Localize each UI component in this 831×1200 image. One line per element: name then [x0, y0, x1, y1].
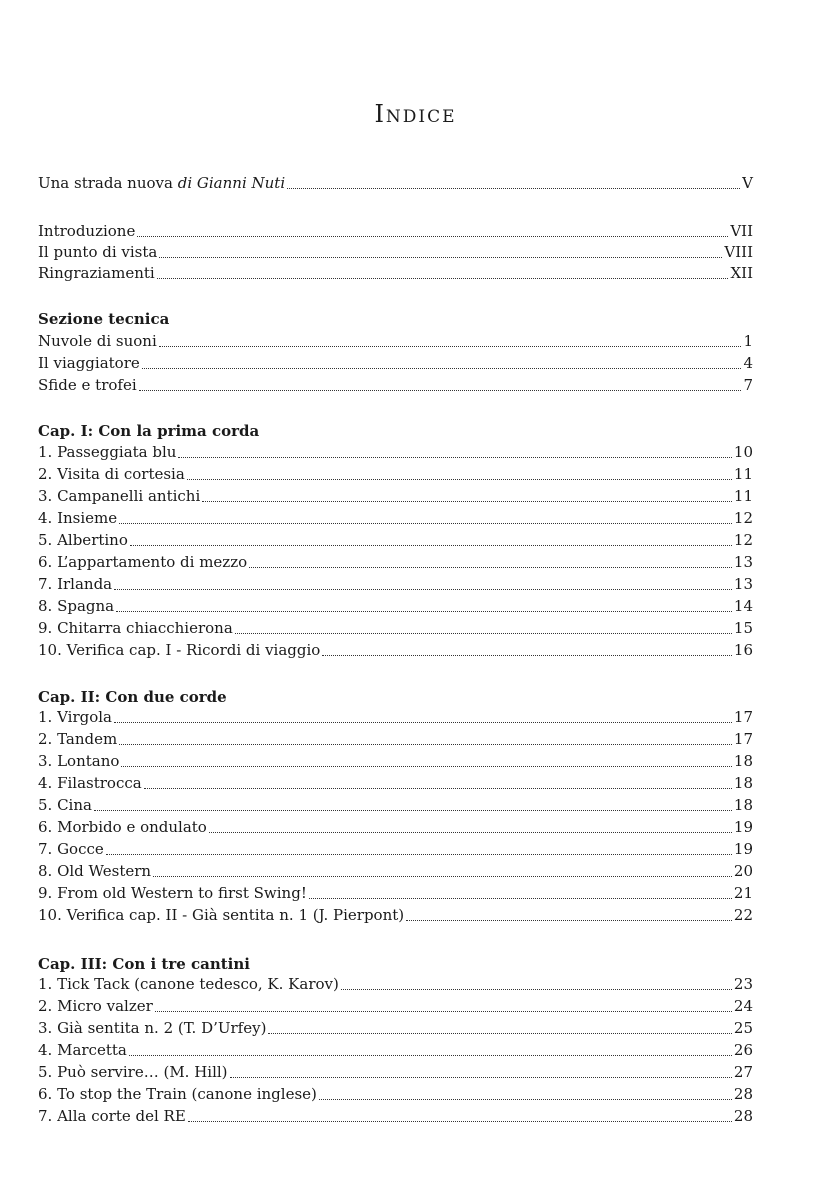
toc-entry-label: 8. Old Western — [38, 862, 152, 880]
toc-entry[interactable] — [38, 352, 753, 372]
toc-entry-label: Una strada nuova di Gianni Nuti — [38, 174, 286, 192]
leader-dots — [230, 1076, 732, 1078]
leader-dots — [142, 367, 742, 369]
leader-dots — [319, 1098, 732, 1100]
section-title: Cap. I: Con la prima corda — [38, 422, 260, 440]
toc-entry[interactable] — [38, 262, 753, 282]
toc-entry-label: 3. Campanelli antichi — [38, 487, 201, 505]
leader-dots — [129, 1054, 732, 1056]
leader-dots — [341, 988, 732, 990]
toc-entry[interactable] — [38, 1039, 753, 1059]
toc-entry[interactable] — [38, 706, 753, 726]
toc-entry-label: Sfide e trofei — [38, 376, 137, 394]
toc-entry[interactable] — [38, 995, 753, 1015]
toc-entry-page: 19 — [733, 840, 753, 858]
toc-entry-page: 11 — [733, 487, 753, 505]
leader-dots — [130, 544, 732, 546]
toc-entry-label: 10. Verifica cap. I - Ricordi di viaggio — [38, 641, 321, 659]
toc-entry[interactable] — [38, 728, 753, 748]
leader-dots — [157, 277, 729, 279]
leader-dots — [287, 187, 740, 189]
leader-dots — [209, 831, 732, 833]
toc-entry-page: 15 — [733, 619, 753, 637]
toc-entry-label: 1. Virgola — [38, 708, 112, 726]
toc-entry[interactable] — [38, 241, 753, 261]
leader-dots — [322, 654, 732, 656]
leader-dots — [178, 456, 731, 458]
toc-entry[interactable] — [38, 1083, 753, 1103]
leader-dots — [268, 1032, 731, 1034]
leader-dots — [121, 765, 732, 767]
toc-entry[interactable] — [38, 1061, 753, 1081]
toc-entry[interactable] — [38, 330, 753, 350]
toc-entry[interactable] — [38, 507, 753, 527]
leader-dots — [155, 1010, 732, 1012]
toc-entry-page: 18 — [733, 796, 753, 814]
leader-dots — [114, 721, 732, 723]
toc-entry[interactable] — [38, 441, 753, 461]
toc-entry-label: 10. Verifica cap. II - Già sentita n. 1 (J. Pierpont) — [38, 906, 405, 924]
toc-entry-page: VII — [730, 222, 753, 240]
toc-entry-label: 2. Micro valzer — [38, 997, 153, 1015]
toc-entry-preface[interactable] — [38, 172, 753, 192]
toc-entry-label: 3. Già sentita n. 2 (T. D’Urfey) — [38, 1019, 267, 1037]
toc-entry-page: 10 — [733, 443, 753, 461]
toc-entry-page: 22 — [733, 906, 753, 924]
toc-entry-page: 13 — [733, 575, 753, 593]
toc-entry-page: 20 — [733, 862, 753, 880]
toc-entry-page: 28 — [733, 1107, 753, 1125]
toc-entry-label: 6. To stop the Train (canone inglese) — [38, 1085, 317, 1103]
toc-entry-label: 3. Lontano — [38, 752, 120, 770]
toc-entry-label: 5. Può servire… (M. Hill) — [38, 1063, 228, 1081]
toc-entry-label: Il viaggiatore — [38, 354, 140, 372]
leader-dots — [144, 787, 732, 789]
toc-entry-label: Nuvole di suoni — [38, 332, 157, 350]
toc-entry-page: XII — [730, 264, 753, 282]
toc-entry-label: 6. Morbido e ondulato — [38, 818, 207, 836]
leader-dots — [235, 632, 732, 634]
toc-entry-label: 7. Alla corte del RE — [38, 1107, 186, 1125]
toc-entry-label: 2. Tandem — [38, 730, 118, 748]
toc-entry-label: 8. Spagna — [38, 597, 115, 615]
leader-dots — [188, 1120, 732, 1122]
toc-entry[interactable] — [38, 750, 753, 770]
toc-entry[interactable] — [38, 595, 753, 615]
toc-entry[interactable] — [38, 463, 753, 483]
toc-entry[interactable] — [38, 816, 753, 836]
toc-entry[interactable] — [38, 882, 753, 902]
toc-entry[interactable] — [38, 573, 753, 593]
toc-entry-page: 7 — [743, 376, 753, 394]
toc-entry-page: 16 — [733, 641, 753, 659]
toc-entry-label: 5. Cina — [38, 796, 92, 814]
toc-entry-label: 9. From old Western to first Swing! — [38, 884, 307, 902]
leader-dots — [119, 522, 732, 524]
toc-entry[interactable] — [38, 772, 753, 792]
toc-entry-label: 4. Insieme — [38, 509, 118, 527]
toc-entry-label: 7. Gocce — [38, 840, 104, 858]
leader-dots — [139, 389, 742, 391]
toc-entry-page: 19 — [733, 818, 753, 836]
leader-dots — [249, 566, 732, 568]
toc-entry[interactable] — [38, 904, 753, 924]
toc-entry-page: 12 — [733, 531, 753, 549]
leader-dots — [137, 235, 728, 237]
toc-entry-page: 26 — [733, 1041, 753, 1059]
toc-entry-page: 25 — [733, 1019, 753, 1037]
toc-entry[interactable] — [38, 485, 753, 505]
toc-entry-page: 1 — [743, 332, 753, 350]
toc-entry-label: 1. Passeggiata blu — [38, 443, 177, 461]
leader-dots — [159, 256, 722, 258]
leader-dots — [202, 500, 732, 502]
toc-entry-page: 24 — [733, 997, 753, 1015]
leader-dots — [94, 809, 732, 811]
page-title: Indice — [374, 100, 457, 128]
toc-entry-page: V — [742, 174, 753, 192]
leader-dots — [106, 853, 732, 855]
toc-entry[interactable] — [38, 860, 753, 880]
leader-dots — [159, 345, 742, 347]
toc-entry[interactable] — [38, 1017, 753, 1037]
toc-entry-page: 12 — [733, 509, 753, 527]
toc-entry-page: 14 — [733, 597, 753, 615]
toc-entry[interactable] — [38, 973, 753, 993]
toc-entry-page: 18 — [733, 774, 753, 792]
toc-entry-label: 4. Filastrocca — [38, 774, 142, 792]
leader-dots — [114, 588, 732, 590]
toc-entry-label: 7. Irlanda — [38, 575, 113, 593]
toc-entry-label: 5. Albertino — [38, 531, 128, 549]
toc-entry-page: 17 — [733, 708, 753, 726]
toc-entry[interactable] — [38, 529, 753, 549]
toc-entry[interactable] — [38, 220, 753, 240]
toc-entry-page: 4 — [743, 354, 753, 372]
toc-entry[interactable] — [38, 374, 753, 394]
leader-dots — [187, 478, 732, 480]
toc-entry[interactable] — [38, 794, 753, 814]
leader-dots — [153, 875, 732, 877]
toc-entry-page: 27 — [733, 1063, 753, 1081]
toc-entry-page: 18 — [733, 752, 753, 770]
toc-entry[interactable] — [38, 838, 753, 858]
leader-dots — [309, 897, 732, 899]
toc-entry[interactable] — [38, 1105, 753, 1125]
toc-entry-label: 1. Tick Tack (canone tedesco, K. Karov) — [38, 975, 339, 993]
section-title: Sezione tecnica — [38, 310, 170, 328]
toc-entry[interactable] — [38, 617, 753, 637]
toc-entry-page: VIII — [724, 243, 753, 261]
leader-dots — [406, 919, 732, 921]
toc-entry-page: 11 — [733, 465, 753, 483]
toc-entry-label: 2. Visita di cortesia — [38, 465, 185, 483]
section-title: Cap. II: Con due corde — [38, 688, 227, 706]
toc-entry-page: 13 — [733, 553, 753, 571]
toc-entry-label: 9. Chitarra chiacchierona — [38, 619, 233, 637]
toc-entry-label: Il punto di vista — [38, 243, 158, 261]
leader-dots — [119, 743, 732, 745]
toc-entry-label: Ringraziamenti — [38, 264, 155, 282]
toc-entry[interactable] — [38, 639, 753, 659]
toc-entry-page: 17 — [733, 730, 753, 748]
toc-entry[interactable] — [38, 551, 753, 571]
toc-entry-page: 23 — [733, 975, 753, 993]
leader-dots — [116, 610, 732, 612]
toc-entry-page: 21 — [733, 884, 753, 902]
toc-entry-label: 6. L’appartamento di mezzo — [38, 553, 248, 571]
toc-entry-page: 28 — [733, 1085, 753, 1103]
section-title: Cap. III: Con i tre cantini — [38, 955, 250, 973]
toc-entry-label: Introduzione — [38, 222, 136, 240]
toc-entry-label: 4. Marcetta — [38, 1041, 127, 1059]
